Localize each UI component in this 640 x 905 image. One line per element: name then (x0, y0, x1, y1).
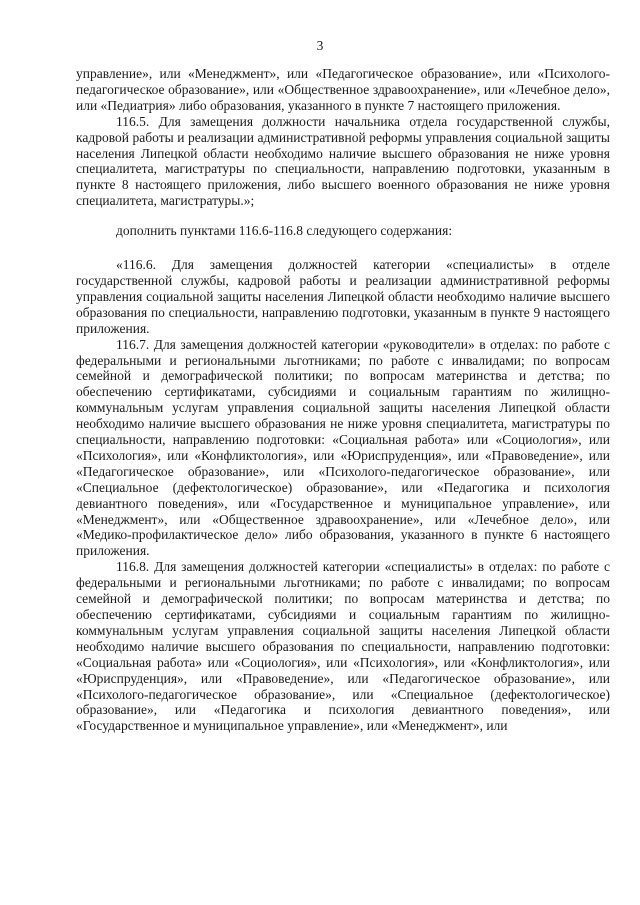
paragraph-116-8: 116.8. Для замещения должностей категории «специалисты» в отделах: по работе с федеральными и региональными льготниками; по работе с инвалидами; по вопросам семейной и демографической политики; по вопросам материнства и детства; по обеспечению сертификатами, субсидиями и социальным гарантиям по жилищно-коммунальным услугам управления социальной защиты населения Липецкой области необходимо наличие высшего образования по специальности, направлению подготовки: «Социальная работа» или «Социология», или «Психология», или «Конфликтология», или «Юриспруденция», или «Правоведение», или «Педагогическое образование», или «Психолого-педагогическое образование», или «Специальное (дефектологическое) образование», или «Педагогика и психология девиантного поведения», или «Государственное и муниципальное управление», или «Менеджмент», или (76, 559, 610, 734)
paragraph-continuation: управление», или «Менеджмент», или «Педагогическое образование», или «Психолого-педагогическое образование», или «Общественное здравоохранение», или «Лечебное дело», или «Педиатрия» либо образования, указанного в пункте 7 настоящего приложения. (76, 66, 610, 113)
document-body (76, 66, 610, 734)
paragraph-amendment-intro: дополнить пунктами 116.6-116.8 следующего содержания: (116, 223, 453, 239)
paragraph-116-5: 116.5. Для замещения должности начальника отдела государственной службы, кадровой работы и реализации административной реформы управления социальной защиты населения Липецкой области необходимо наличие высшего образования не ниже уровня специалитета, магистратуры по специальности, направлению подготовки, указанным в пункте 8 настоящего приложения, либо высшего военного образования не ниже уровня специалитета, магистратуры.»; (76, 113, 610, 209)
page-number: 3 (316, 38, 324, 53)
paragraph-116-6: «116.6. Для замещения должностей категории «специалисты» в отделе государственной службы, кадровой работы и реализации административной реформы управления социальной защиты населения Липецкой области необходимо наличие высшего образования по специальности, направлению подготовки, указанным в пункте 9 настоящего приложения. (76, 257, 610, 336)
paragraph-116-7: 116.7. Для замещения должностей категории «руководители» в отделах: по работе с федеральными и региональными льготниками; по работе с инвалидами; по вопросам семейной и демографической политики; по вопросам материнства и детства; по обеспечению сертификатами, субсидиями и социальным гарантиям по жилищно-коммунальным услугам управления социальной защиты населения Липецкой области необходимо наличие высшего образования не ниже уровня специалитета, магистратуры по специальности, направлению подготовки: «Социальная работа» или «Социология», или «Психология», или «Конфликтология», или «Юриспруденция», или «Правоведение», или «Педагогическое образование», или «Психолого-педагогическое образование», или «Специальное (дефектологическое) образование», или «Педагогика и психология девиантного поведения», или «Государственное и муниципальное управление», или «Менеджмент», или «Общественное здравоохранение», или «Лечебное дело», или «Медико-профилактическое дело» либо образования, указанного в пункте 6 настоящего приложения. (76, 336, 610, 559)
